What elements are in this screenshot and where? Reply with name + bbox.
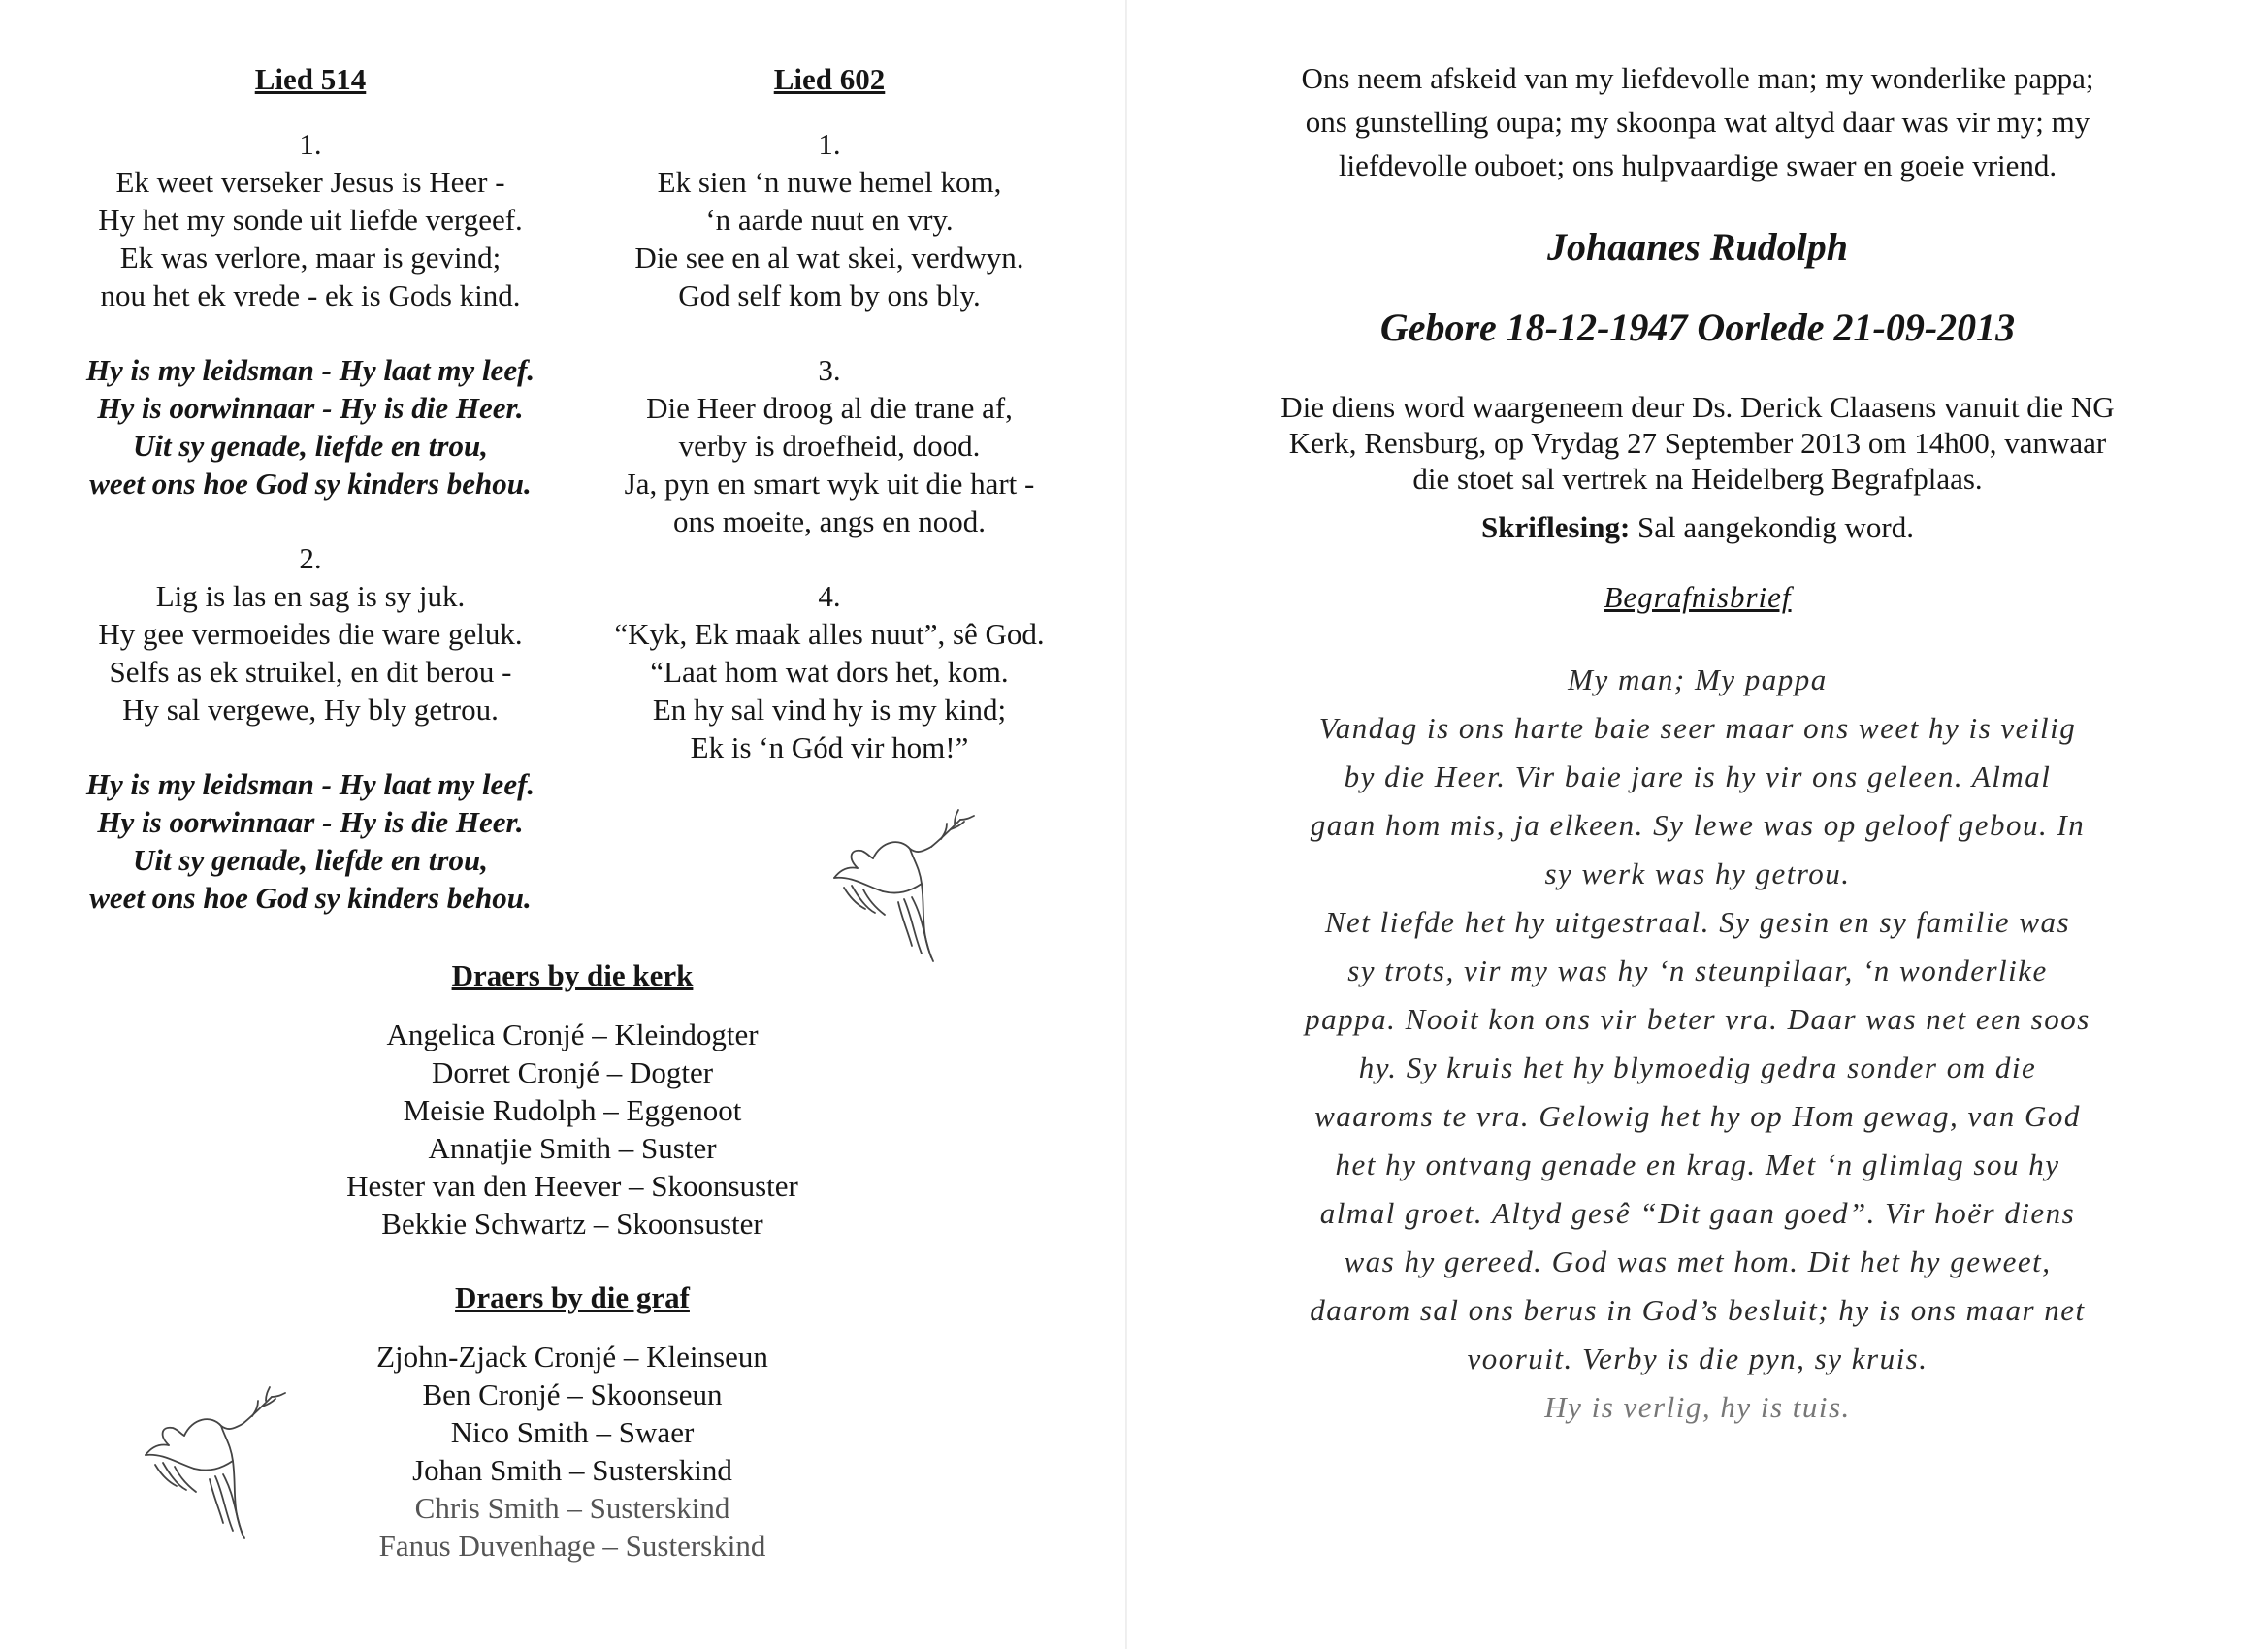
verse-number: 3. <box>818 353 841 387</box>
hymn-verse <box>29 125 592 314</box>
verse-number: 4. <box>818 579 841 613</box>
letter-line: gaan hom mis, ja elkeen. Sy lewe was op geloof gebou. In <box>1310 808 2086 842</box>
hymn-verse <box>543 577 1116 766</box>
letter-line: hy. Sy kruis het hy blymoedig gedra sonder om die <box>1358 1051 2037 1084</box>
farewell-intro: Ons neem afskeid van my liefdevolle man; my wonderlike pappa; ons gunstelling oupa; my skoonpa wat altyd daar was vir my; my liefdevolle ouboet; ons hulpvaardige swaer en goeie vriend. <box>1301 61 2094 182</box>
verse-line: verby is droefheid, dood. <box>678 429 981 463</box>
bearer-name: Fanus Duvenhage – Susterskind <box>378 1529 766 1563</box>
chorus-line: Uit sy genade, liefde en trou, <box>133 429 488 463</box>
bearer-name: Johan Smith – Susterskind <box>412 1453 732 1487</box>
verse-line: Hy sal vergewe, Hy bly getrou. <box>122 693 499 727</box>
dove-with-olive-branch-icon <box>116 1368 301 1547</box>
verse-line: “Kyk, Ek maak alles nuut”, sê God. <box>614 617 1045 651</box>
funeral-letter <box>1261 656 2134 1432</box>
birth-death-dates: Gebore 18-12-1947 Oorlede 21-09-2013 <box>1379 306 2016 349</box>
hymn-verse <box>543 351 1116 540</box>
verse-line: ons moeite, angs en nood. <box>672 504 986 538</box>
hymn-chorus <box>29 765 592 917</box>
verse-number: 1. <box>299 127 322 161</box>
verse-line: Ek is ‘n Gód vir hom!” <box>690 730 969 764</box>
verse-line: ‘n aarde nuut en vry. <box>705 203 954 237</box>
bearer-name: Hester van den Heever – Skoonsuster <box>346 1169 798 1203</box>
bearer-name: Dorret Cronjé – Dogter <box>431 1055 714 1089</box>
hymn-chorus <box>29 351 592 502</box>
verse-line: Die Heer droog al die trane af, <box>646 391 1013 425</box>
verse-line: Ja, pyn en smart wyk uit die hart - <box>624 467 1035 501</box>
letter-line: waaroms te vra. Gelowig het hy op Hom gewag, van God <box>1314 1099 2081 1133</box>
bearer-name: Nico Smith – Swaer <box>450 1415 695 1449</box>
hymn-verse <box>543 125 1116 314</box>
letter-line: pappa. Nooit kon ons vir beter vra. Daar was net een soos <box>1305 1002 2090 1036</box>
letter-line: Net liefde het hy uitgestraal. Sy gesin en sy familie was <box>1324 905 2071 939</box>
chorus-line: Hy is oorwinnaar - Hy is die Heer. <box>97 391 524 425</box>
verse-line: Ek weet verseker Jesus is Heer - <box>115 165 505 199</box>
tribute-page <box>1261 56 2134 1432</box>
grave-bearers-heading: Draers by die graf <box>455 1280 690 1314</box>
verse-line: En hy sal vind hy is my kind; <box>652 693 1007 727</box>
letter-line: was hy gereed. God was met hom. Dit het hy geweet, <box>1344 1245 2052 1278</box>
bearer-name: Meisie Rudolph – Eggenoot <box>403 1093 742 1127</box>
letter-line: sy trots, vir my was hy ‘n steunpilaar, ‘n wonderlike <box>1347 954 2048 987</box>
chorus-line: Hy is my leidsman - Hy laat my leef. <box>85 767 535 801</box>
letter-line: My man; My pappa <box>1568 663 1828 696</box>
verse-number: 1. <box>818 127 841 161</box>
dove-with-olive-branch-icon <box>805 791 989 970</box>
verse-line: Ek sien ‘n nuwe hemel kom, <box>657 165 1002 199</box>
chorus-line: Hy is my leidsman - Hy laat my leef. <box>85 353 535 387</box>
hymn-verse <box>29 539 592 728</box>
letter-line: daarom sal ons berus in God’s besluit; hy is ons maar net <box>1310 1293 2086 1327</box>
letter-line: Hy is verlig, hy is tuis. <box>1544 1390 1851 1424</box>
hymn-title: Lied 514 <box>254 62 367 96</box>
church-bearers-heading: Draers by die kerk <box>451 958 694 992</box>
deceased-name: Johaanes Rudolph <box>1546 225 1849 269</box>
bearer-name: Annatjie Smith – Suster <box>428 1131 717 1165</box>
bearer-name: Angelica Cronjé – Kleindogter <box>386 1018 759 1051</box>
bearer-name: Ben Cronjé – Skoonseun <box>422 1377 723 1411</box>
verse-line: Die see en al wat skei, verdwyn. <box>634 241 1024 275</box>
grave-bearers <box>281 1278 863 1565</box>
hymn-title: Lied 602 <box>773 62 886 96</box>
chorus-line: Hy is oorwinnaar - Hy is die Heer. <box>97 805 524 839</box>
service-details: Die diens word waargeneem deur Ds. Derick Claasens vanuit die NG Kerk, Rensburg, op Vrydag 27 September 2013 om 14h00, vanwaar die stoet sal vertrek na Heidelberg Begrafplaas. <box>1280 390 2115 496</box>
verse-line: Selfs as ek struikel, en dit berou - <box>109 655 512 689</box>
scripture-reading-value: Sal aangekondig word. <box>1637 510 1914 544</box>
hymn-514 <box>29 60 592 954</box>
letter-title: Begrafnisbrief <box>1604 580 1792 614</box>
verse-line: Lig is las en sag is sy juk. <box>155 579 466 613</box>
letter-line: het hy ontvang genade en krag. Met ‘n glimlag sou hy <box>1335 1148 2060 1181</box>
bearer-name: Chris Smith – Susterskind <box>414 1491 730 1525</box>
verse-line: nou het ek vrede - ek is Gods kind. <box>100 278 521 312</box>
letter-line: almal groet. Altyd gesê “Dit gaan goed”. Vir hoër diens <box>1319 1196 2076 1230</box>
hymn-602 <box>543 60 1116 803</box>
chorus-line: weet ons hoe God sy kinders behou. <box>89 467 532 501</box>
letter-line: vooruit. Verby is die pyn, sy kruis. <box>1467 1342 1928 1375</box>
letter-line: sy werk was hy getrou. <box>1544 857 1851 890</box>
chorus-line: Uit sy genade, liefde en trou, <box>133 843 488 877</box>
verse-line: Hy gee vermoeides die ware geluk. <box>98 617 523 651</box>
verse-line: Hy het my sonde uit liefde vergeef. <box>98 203 523 237</box>
letter-line: by die Heer. Vir baie jare is hy vir ons geleen. Almal <box>1344 760 2052 793</box>
scripture-reading-label: Skriflesing: <box>1480 510 1631 544</box>
scripture-reading <box>1261 510 2134 545</box>
bearer-name: Zjohn-Zjack Cronjé – Kleinseun <box>376 1340 768 1374</box>
verse-line: God self kom by ons bly. <box>678 278 981 312</box>
bearer-name: Bekkie Schwartz – Skoonsuster <box>381 1207 763 1241</box>
verse-line: Ek was verlore, maar is gevind; <box>119 241 502 275</box>
church-bearers <box>281 956 863 1243</box>
verse-number: 2. <box>299 541 322 575</box>
verse-line: “Laat hom wat dors het, kom. <box>650 655 1009 689</box>
letter-line: Vandag is ons harte baie seer maar ons weet hy is veilig <box>1318 711 2077 745</box>
chorus-line: weet ons hoe God sy kinders behou. <box>89 881 532 915</box>
page-fold <box>1125 0 1127 1649</box>
